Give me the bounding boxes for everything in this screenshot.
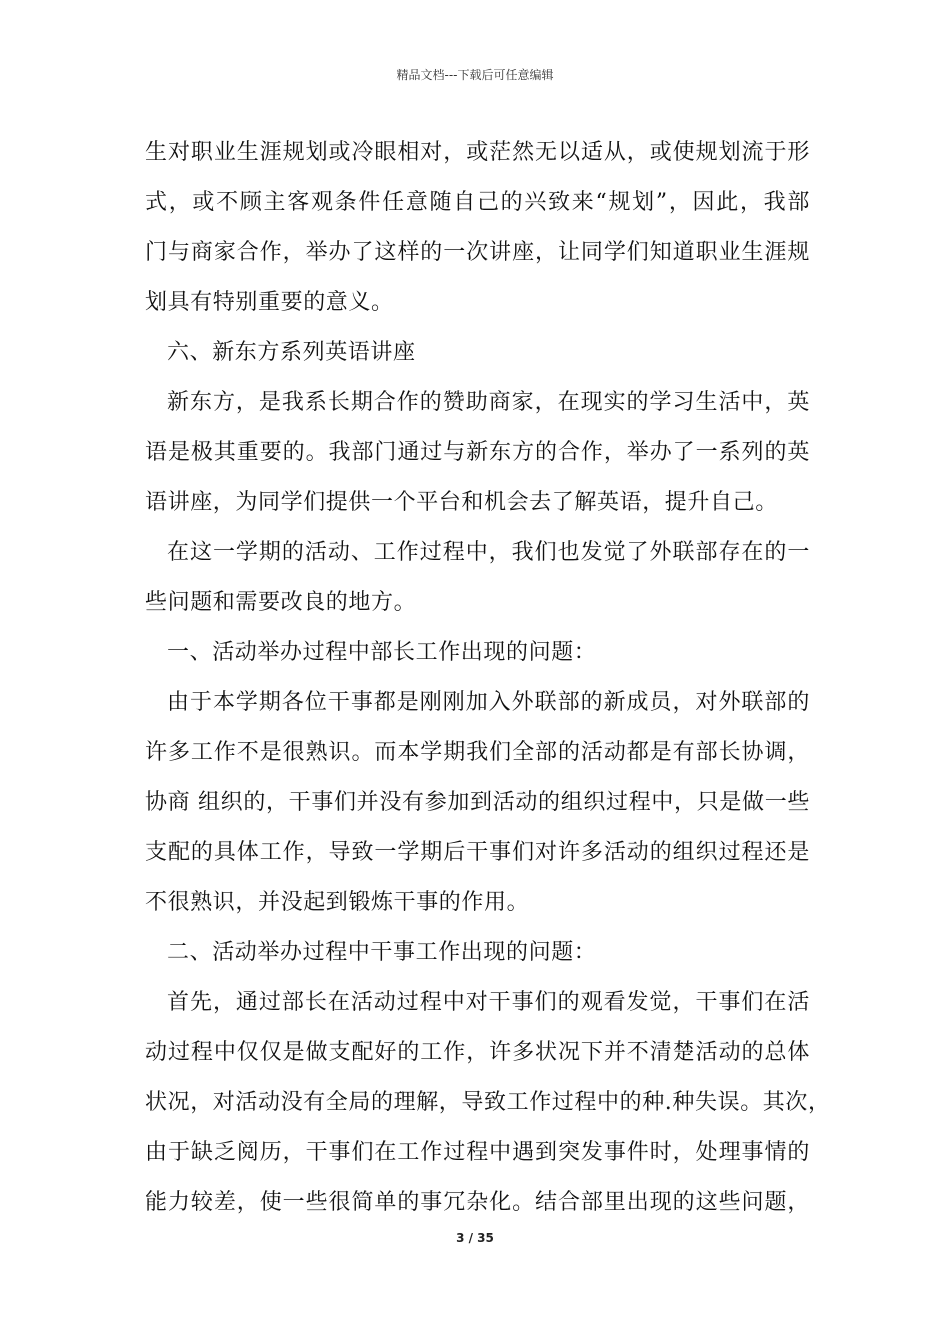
text-line: 一、活动举办过程中部长工作出现的问题： <box>167 640 597 665</box>
text-line: 动过程中仅仅是做支配好的工作，许多状况下并不清楚活动的总体 <box>145 1040 810 1065</box>
text-line: 式，或不顾主客观条件任意随自己的兴致来“规划”，因此，我部 <box>145 190 810 215</box>
text-line: 二、活动举办过程中干事工作出现的问题： <box>167 940 597 965</box>
text-line: 支配的具体工作，导致一学期后干事们对许多活动的组织过程还是 <box>145 840 810 865</box>
text-line: 些问题和需要改良的地方。 <box>145 590 417 615</box>
text-line: 由于本学期各位干事都是刚刚加入外联部的新成员，对外联部的 <box>167 690 810 715</box>
text-line: 状况，对活动没有全局的理解，导致工作过程中的种.种失误。其次， <box>145 1090 831 1115</box>
text-line: 语是极其重要的。我部门通过与新东方的合作，举办了一系列的英 <box>145 440 810 465</box>
page-header: 精品文档---下载后可任意编辑 <box>396 68 554 82</box>
text-line: 门与商家合作，举办了这样的一次讲座，让同学们知道职业生涯规 <box>145 240 810 265</box>
text-line: 在这一学期的活动、工作过程中，我们也发觉了外联部存在的一 <box>167 540 810 565</box>
text-line: 生对职业生涯规划或冷眼相对，或茫然无以适从，或使规划流于形 <box>145 140 810 165</box>
text-line: 能力较差，使一些很简单的事冗杂化。结合部里出现的这些问题， <box>145 1190 810 1215</box>
text-line: 不很熟识，并没起到锻炼干事的作用。 <box>145 890 530 915</box>
text-line: 由于缺乏阅历，干事们在工作过程中遇到突发事件时，处理事情的 <box>145 1140 810 1165</box>
text-line: 划具有特别重要的意义。 <box>145 290 394 315</box>
document-body <box>145 128 831 1228</box>
text-line: 新东方，是我系长期合作的赞助商家，在现实的学习生活中，英 <box>167 390 810 415</box>
text-line: 协商 组织的，干事们并没有参加到活动的组织过程中，只是做一些 <box>145 790 810 815</box>
text-line: 首先，通过部长在活动过程中对干事们的观看发觉，干事们在活 <box>167 990 810 1015</box>
text-line: 语讲座，为同学们提供一个平台和机会去了解英语，提升自己。 <box>145 490 778 515</box>
text-line: 许多工作不是很熟识。而本学期我们全部的活动都是有部长协调， <box>145 740 810 765</box>
page-number: 3 / 35 <box>456 1231 494 1245</box>
text-line: 六、新东方系列英语讲座 <box>167 340 416 365</box>
